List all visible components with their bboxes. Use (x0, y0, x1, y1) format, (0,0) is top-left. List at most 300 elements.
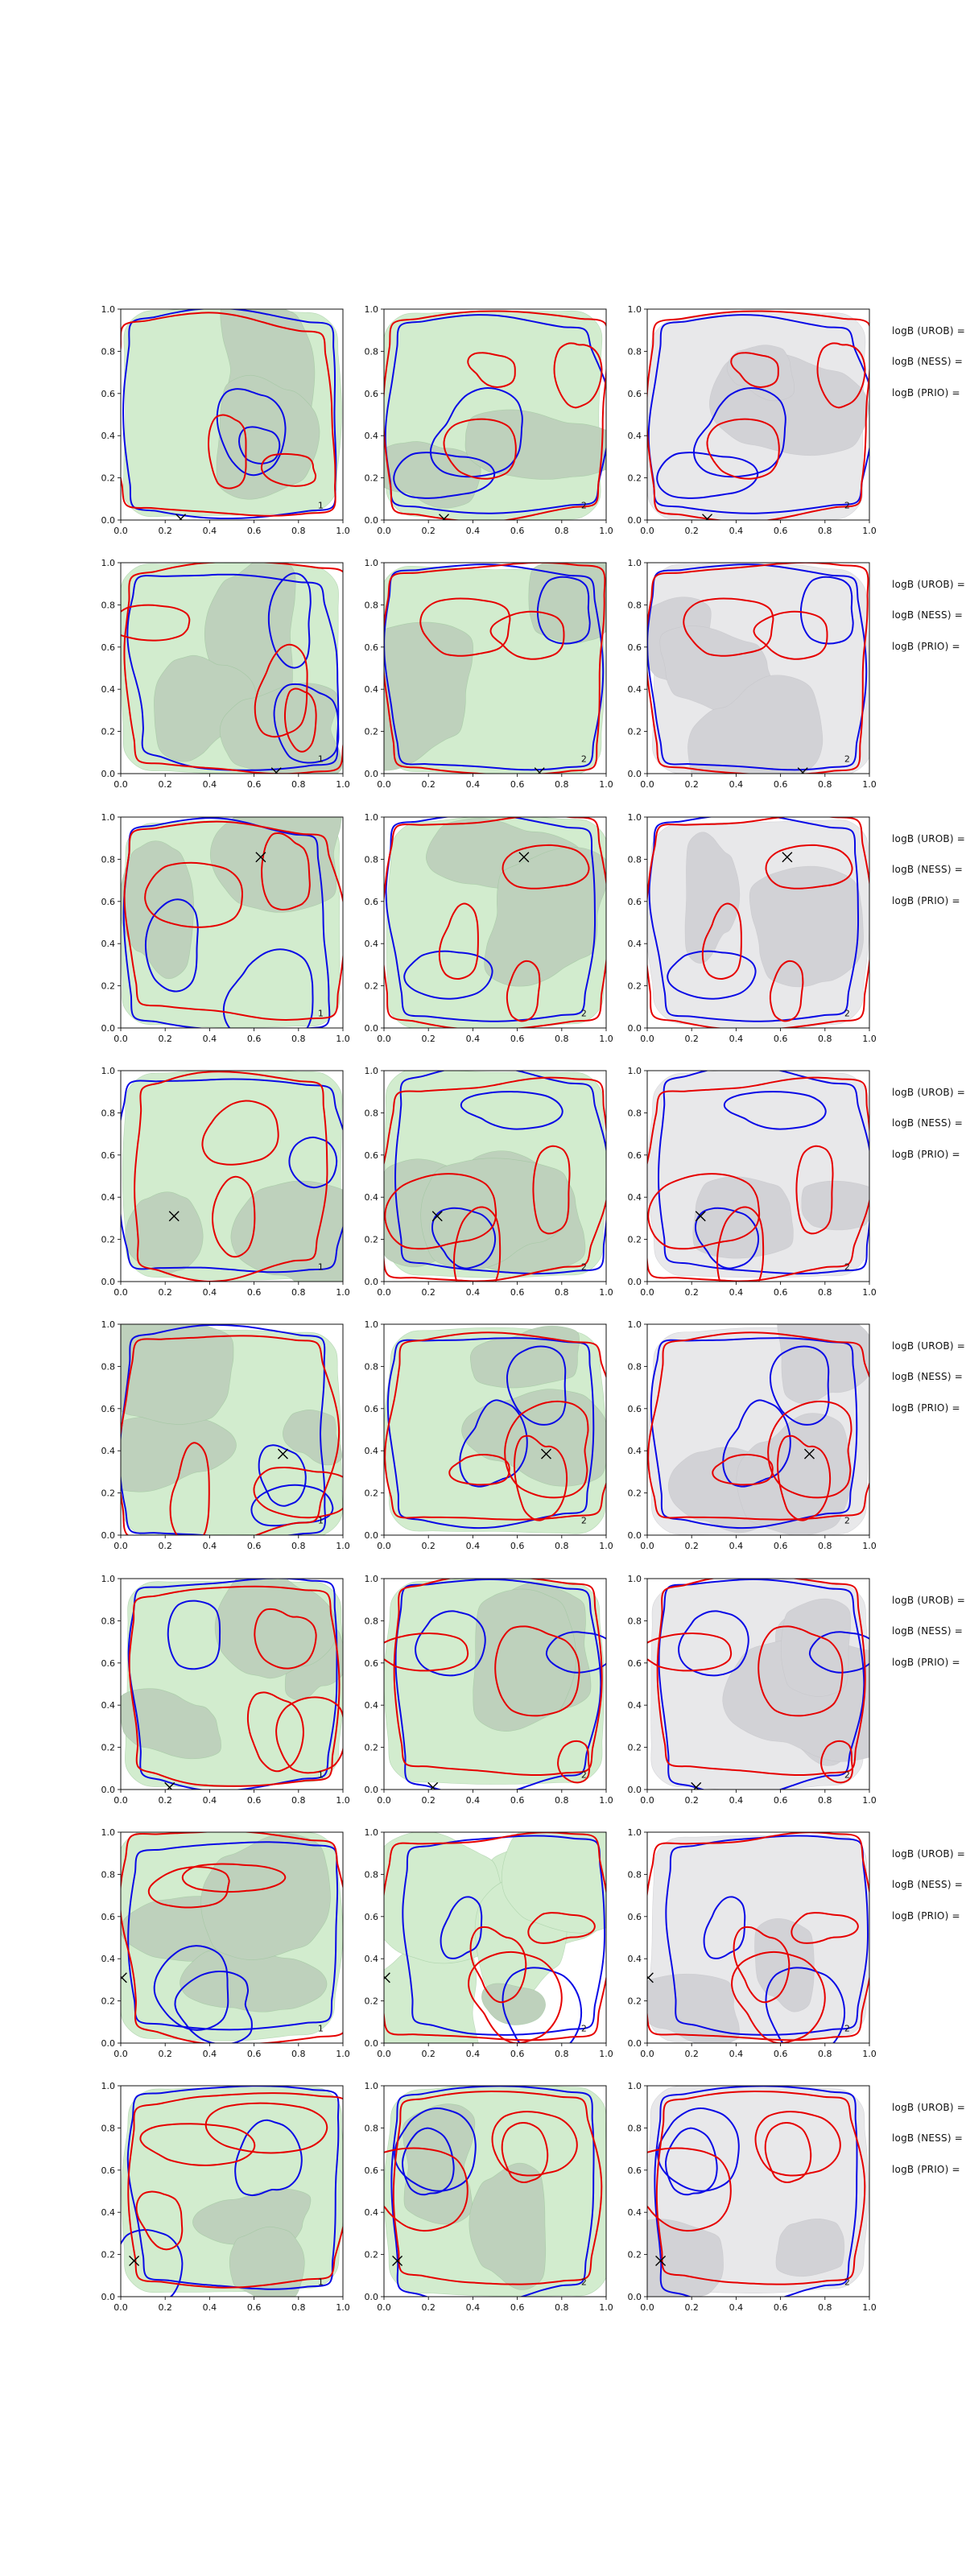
y-tick-label: 0.4 (101, 1446, 115, 1457)
x-tick-label: 0.8 (555, 1795, 569, 1806)
subplot-r8c1 (85, 2079, 356, 2321)
subplot-r1c2 (349, 303, 619, 544)
x-tick-label: 0.2 (158, 2302, 172, 2313)
y-tick-label: 0.8 (364, 1108, 378, 1119)
y-tick-label: 0.6 (101, 1403, 115, 1414)
x-tick-label: 0.4 (465, 1795, 481, 1806)
x-tick-label: 0.6 (246, 779, 262, 790)
x-tick-label: 0.8 (818, 526, 832, 536)
y-tick-label: 0.8 (101, 2123, 115, 2134)
y-tick-label: 0.6 (101, 2165, 115, 2176)
panel-number-label: 2 (844, 1769, 850, 1781)
x-tick-label: 0.2 (684, 526, 699, 536)
y-tick-label: 1.0 (364, 1574, 378, 1584)
panel-number-label: 1 (317, 1261, 324, 1273)
y-tick-label: 0.6 (627, 1911, 642, 1922)
subplot-svg (349, 556, 619, 795)
x-tick-label: 0.8 (818, 779, 832, 790)
y-tick-label: 0.4 (364, 1446, 378, 1457)
x-tick-label: 1.0 (599, 1795, 613, 1806)
x-tick-label: 0.4 (729, 779, 744, 790)
subplot-r6c3 (612, 1572, 882, 1814)
logb-ness-annotation: logB (NESS) = (892, 1117, 963, 1129)
x-tick-label: 1.0 (862, 2302, 877, 2313)
y-tick-label: 0.6 (101, 1911, 115, 1922)
x-tick-label: 0.6 (773, 1034, 788, 1044)
logb-urob-annotation: logB (UROB) = (892, 579, 965, 590)
kde-fill-inner (776, 2219, 844, 2277)
x-tick-label: 0.4 (465, 2302, 481, 2313)
subplot-r8c3 (612, 2079, 882, 2321)
y-tick-label: 0.8 (364, 854, 378, 865)
x-tick-label: 0.2 (421, 779, 436, 790)
y-tick-label: 0.8 (364, 346, 378, 357)
subplot-svg (349, 1318, 619, 1556)
y-tick-label: 0.6 (627, 1403, 642, 1414)
x-tick-label: 0.2 (684, 1034, 699, 1044)
subplot-svg (349, 1064, 619, 1302)
logb-ness-annotation: logB (NESS) = (892, 609, 963, 621)
subplot-r4c3 (612, 1064, 882, 1306)
y-tick-label: 1.0 (627, 558, 642, 568)
x-tick-label: 0.4 (465, 1034, 481, 1044)
y-tick-label: 0.0 (364, 2292, 378, 2302)
x-tick-label: 0.6 (510, 1287, 525, 1298)
y-tick-label: 0.2 (101, 2249, 115, 2260)
subplot-svg (85, 1064, 356, 1302)
x-tick-label: 0.8 (818, 1034, 832, 1044)
x-tick-label: 0.0 (377, 2302, 391, 2313)
y-tick-label: 0.0 (101, 1785, 115, 1795)
subplot-r5c3 (612, 1318, 882, 1559)
panel-number-label: 2 (844, 1515, 850, 1526)
kde-fill-inner (402, 2104, 475, 2225)
y-tick-label: 0.4 (627, 1446, 642, 1457)
y-tick-label: 0.6 (101, 896, 115, 907)
subplot-svg (85, 811, 356, 1049)
x-tick-label: 0.6 (773, 2049, 788, 2059)
x-tick-label: 1.0 (336, 1795, 350, 1806)
y-tick-label: 0.8 (101, 854, 115, 865)
x-tick-label: 0.0 (377, 1795, 391, 1806)
logb-prio-annotation: logB (PRIO) = (892, 1657, 960, 1668)
y-tick-label: 0.6 (627, 388, 642, 399)
x-tick-label: 1.0 (336, 2049, 350, 2059)
y-tick-label: 1.0 (101, 2081, 115, 2091)
y-tick-label: 0.6 (627, 896, 642, 907)
y-tick-label: 0.6 (627, 642, 642, 653)
x-tick-label: 1.0 (862, 1034, 877, 1044)
y-tick-label: 0.0 (364, 2038, 378, 2049)
subplot-svg (85, 2079, 356, 2318)
x-tick-label: 0.6 (510, 526, 525, 536)
y-tick-label: 0.6 (364, 2165, 378, 2176)
y-tick-label: 0.2 (364, 1742, 378, 1753)
x-tick-label: 0.6 (510, 1034, 525, 1044)
x-tick-label: 1.0 (336, 2302, 350, 2313)
y-tick-label: 0.8 (101, 1869, 115, 1880)
x-tick-label: 1.0 (862, 1541, 877, 1551)
y-tick-label: 0.4 (627, 431, 642, 442)
x-tick-label: 1.0 (336, 526, 350, 536)
panel-number-label: 2 (580, 1515, 587, 1526)
x-tick-label: 1.0 (862, 2049, 877, 2059)
y-tick-label: 0.0 (364, 1785, 378, 1795)
y-tick-label: 1.0 (364, 304, 378, 315)
y-tick-label: 0.0 (627, 515, 642, 526)
panel-number-label: 1 (317, 2277, 324, 2288)
x-tick-label: 0.4 (465, 2049, 481, 2059)
x-tick-label: 0.4 (465, 526, 481, 536)
y-tick-label: 0.6 (364, 1911, 378, 1922)
subplot-r5c2 (349, 1318, 619, 1559)
panel-number-label: 2 (580, 500, 587, 511)
x-tick-label: 0.0 (377, 1034, 391, 1044)
x-tick-label: 0.8 (818, 2049, 832, 2059)
x-tick-label: 0.0 (640, 1795, 654, 1806)
x-tick-label: 0.6 (773, 526, 788, 536)
x-tick-label: 0.2 (158, 526, 172, 536)
y-tick-label: 0.2 (101, 980, 115, 992)
x-tick-label: 1.0 (599, 779, 613, 790)
x-tick-label: 0.4 (202, 1541, 217, 1551)
panel-number-label: 2 (844, 2023, 850, 2034)
x-tick-label: 0.0 (640, 779, 654, 790)
subplot-r1c1 (85, 303, 356, 544)
x-tick-label: 0.4 (465, 779, 481, 790)
x-tick-label: 0.2 (158, 1795, 172, 1806)
y-tick-label: 0.2 (627, 980, 642, 992)
y-tick-label: 1.0 (627, 304, 642, 315)
subplot-svg (85, 1572, 356, 1810)
y-tick-label: 0.4 (364, 684, 378, 696)
y-tick-label: 0.4 (101, 1954, 115, 1965)
subplot-r6c2 (349, 1572, 619, 1814)
subplot-r2c2 (349, 556, 619, 798)
subplot-svg (349, 811, 619, 1049)
y-tick-label: 0.4 (101, 1192, 115, 1203)
y-tick-label: 0.2 (627, 1488, 642, 1499)
y-tick-label: 1.0 (101, 1066, 115, 1076)
panel-number-label: 2 (580, 753, 587, 765)
kde-fill-inner (481, 1984, 545, 2025)
x-tick-label: 0.4 (465, 1287, 481, 1298)
y-tick-label: 0.8 (627, 1869, 642, 1880)
x-tick-label: 0.4 (202, 2302, 217, 2313)
x-tick-label: 0.4 (202, 1287, 217, 1298)
y-tick-label: 0.8 (627, 854, 642, 865)
x-tick-label: 0.0 (114, 779, 128, 790)
y-tick-label: 0.0 (364, 1530, 378, 1541)
y-tick-label: 0.6 (627, 1150, 642, 1161)
x-tick-label: 0.4 (729, 2302, 744, 2313)
x-tick-label: 0.0 (640, 1287, 654, 1298)
subplot-r1c3 (612, 303, 882, 544)
x-tick-label: 0.0 (114, 2302, 128, 2313)
x-tick-label: 0.6 (773, 2302, 788, 2313)
y-tick-label: 0.6 (364, 896, 378, 907)
y-tick-label: 0.2 (101, 1234, 115, 1245)
x-tick-label: 0.2 (684, 1541, 699, 1551)
subplot-svg (612, 1318, 882, 1556)
y-tick-label: 0.0 (627, 1023, 642, 1034)
y-tick-label: 0.4 (627, 2207, 642, 2219)
x-tick-label: 0.4 (465, 1541, 481, 1551)
y-tick-label: 0.6 (627, 2165, 642, 2176)
x-tick-label: 0.8 (291, 1034, 306, 1044)
y-tick-label: 1.0 (627, 1574, 642, 1584)
subplot-r5c1 (85, 1318, 356, 1559)
x-tick-label: 0.8 (818, 2302, 832, 2313)
x-tick-label: 0.2 (158, 779, 172, 790)
panel-number-label: 1 (317, 1769, 324, 1781)
y-tick-label: 0.2 (627, 2249, 642, 2260)
x-tick-label: 0.0 (640, 2049, 654, 2059)
y-tick-label: 0.8 (627, 1108, 642, 1119)
x-tick-label: 0.4 (729, 1287, 744, 1298)
x-tick-label: 0.6 (773, 779, 788, 790)
x-tick-label: 0.4 (202, 526, 217, 536)
y-tick-label: 0.0 (101, 515, 115, 526)
y-tick-label: 0.6 (627, 1657, 642, 1669)
y-tick-label: 0.0 (101, 2292, 115, 2302)
logb-urob-annotation: logB (UROB) = (892, 325, 965, 336)
y-tick-label: 0.0 (364, 1277, 378, 1287)
x-tick-label: 0.2 (421, 2302, 436, 2313)
y-tick-label: 0.4 (364, 939, 378, 950)
x-tick-label: 0.2 (158, 2049, 172, 2059)
y-tick-label: 0.0 (627, 1530, 642, 1541)
subplot-r3c3 (612, 811, 882, 1052)
kde-fill-inner (229, 2227, 304, 2303)
x-tick-label: 0.8 (555, 1287, 569, 1298)
x-tick-label: 0.6 (246, 1795, 262, 1806)
x-tick-label: 0.4 (729, 2049, 744, 2059)
panel-number-label: 1 (317, 1515, 324, 1526)
logb-prio-annotation: logB (PRIO) = (892, 387, 960, 398)
y-tick-label: 0.2 (364, 1488, 378, 1499)
x-tick-label: 0.8 (555, 526, 569, 536)
panel-number-label: 2 (580, 1261, 587, 1273)
subplot-svg (85, 1318, 356, 1556)
panel-number-label: 1 (317, 1008, 324, 1019)
y-tick-label: 0.0 (101, 1023, 115, 1034)
y-tick-label: 0.8 (364, 2123, 378, 2134)
x-tick-label: 0.6 (246, 2049, 262, 2059)
x-tick-label: 0.6 (246, 1287, 262, 1298)
y-tick-label: 1.0 (101, 1574, 115, 1584)
x-tick-label: 0.8 (291, 526, 306, 536)
y-tick-label: 0.8 (101, 1108, 115, 1119)
logb-urob-annotation: logB (UROB) = (892, 1087, 965, 1098)
subplot-svg (612, 811, 882, 1049)
y-tick-label: 0.6 (364, 1657, 378, 1669)
y-tick-label: 0.6 (101, 1657, 115, 1669)
y-tick-label: 0.8 (364, 1869, 378, 1880)
subplot-svg (349, 1826, 619, 2064)
y-tick-label: 0.2 (364, 980, 378, 992)
y-tick-label: 0.2 (364, 1234, 378, 1245)
x-tick-label: 0.0 (114, 1287, 128, 1298)
y-tick-label: 0.0 (627, 1785, 642, 1795)
y-tick-label: 0.8 (627, 600, 642, 611)
logb-prio-annotation: logB (PRIO) = (892, 641, 960, 652)
y-tick-label: 0.4 (101, 1700, 115, 1711)
y-tick-label: 0.6 (364, 388, 378, 399)
y-tick-label: 0.0 (101, 769, 115, 779)
x-tick-label: 0.8 (555, 2302, 569, 2313)
y-tick-label: 0.2 (627, 1234, 642, 1245)
subplot-svg (612, 556, 882, 795)
y-tick-label: 1.0 (364, 2081, 378, 2091)
logb-ness-annotation: logB (NESS) = (892, 1625, 963, 1637)
x-tick-label: 0.4 (729, 1795, 744, 1806)
panel-number-label: 2 (844, 1008, 850, 1019)
subplot-r8c2 (349, 2079, 619, 2321)
x-tick-label: 0.2 (421, 1541, 436, 1551)
y-tick-label: 0.8 (364, 1361, 378, 1373)
x-tick-label: 0.8 (291, 1541, 306, 1551)
panel-number-label: 2 (580, 2023, 587, 2034)
y-tick-label: 1.0 (364, 1827, 378, 1838)
y-tick-label: 0.4 (364, 1192, 378, 1203)
x-tick-label: 0.0 (640, 1541, 654, 1551)
subplot-r3c2 (349, 811, 619, 1052)
y-tick-label: 0.8 (364, 600, 378, 611)
y-tick-label: 0.8 (627, 1616, 642, 1627)
logb-urob-annotation: logB (UROB) = (892, 2102, 965, 2113)
x-tick-label: 0.8 (291, 1795, 306, 1806)
x-tick-label: 0.0 (114, 2049, 128, 2059)
x-tick-label: 0.2 (421, 2049, 436, 2059)
y-tick-label: 0.0 (364, 515, 378, 526)
x-tick-label: 0.6 (510, 1795, 525, 1806)
y-tick-label: 0.2 (101, 1488, 115, 1499)
y-tick-label: 0.2 (364, 726, 378, 737)
x-tick-label: 0.8 (555, 1541, 569, 1551)
kde-fill-inner (231, 1181, 356, 1302)
y-tick-label: 0.2 (364, 473, 378, 484)
logb-prio-annotation: logB (PRIO) = (892, 2164, 960, 2175)
x-tick-label: 0.0 (377, 2049, 391, 2059)
y-tick-label: 0.4 (101, 684, 115, 696)
x-tick-label: 1.0 (862, 1287, 877, 1298)
y-tick-label: 0.2 (364, 2249, 378, 2260)
x-tick-label: 0.2 (684, 779, 699, 790)
y-tick-label: 0.6 (101, 1150, 115, 1161)
y-tick-label: 0.4 (101, 2207, 115, 2219)
y-tick-label: 0.0 (364, 1023, 378, 1034)
y-tick-label: 1.0 (627, 812, 642, 823)
y-tick-label: 1.0 (627, 1827, 642, 1838)
panel-number-label: 2 (844, 500, 850, 511)
x-tick-label: 0.0 (640, 2302, 654, 2313)
logb-urob-annotation: logB (UROB) = (892, 1848, 965, 1860)
panel-number-label: 2 (580, 2277, 587, 2288)
logb-ness-annotation: logB (NESS) = (892, 1371, 963, 1382)
y-tick-label: 0.2 (627, 473, 642, 484)
x-tick-label: 0.2 (684, 1287, 699, 1298)
subplot-svg (612, 1064, 882, 1302)
subplot-svg (349, 303, 619, 541)
kde-fill-inner (749, 866, 864, 987)
logb-ness-annotation: logB (NESS) = (892, 356, 963, 367)
y-tick-label: 1.0 (364, 558, 378, 568)
x-tick-label: 1.0 (862, 1795, 877, 1806)
y-tick-label: 0.6 (101, 388, 115, 399)
y-tick-label: 1.0 (101, 1827, 115, 1838)
x-tick-label: 0.6 (773, 1287, 788, 1298)
panel-number-label: 1 (317, 2023, 324, 2034)
panel-number-label: 1 (317, 500, 324, 511)
y-tick-label: 0.0 (627, 1277, 642, 1287)
x-tick-label: 0.6 (246, 526, 262, 536)
x-tick-label: 0.2 (158, 1541, 172, 1551)
panel-number-label: 2 (844, 753, 850, 765)
y-tick-label: 0.0 (627, 2292, 642, 2302)
x-tick-label: 1.0 (599, 2049, 613, 2059)
y-tick-label: 0.0 (364, 769, 378, 779)
x-tick-label: 0.6 (510, 2302, 525, 2313)
y-tick-label: 0.8 (101, 1361, 115, 1373)
x-tick-label: 0.0 (377, 1287, 391, 1298)
x-tick-label: 0.2 (684, 1795, 699, 1806)
subplot-svg (612, 1826, 882, 2064)
y-tick-label: 0.4 (101, 431, 115, 442)
subplot-r3c1 (85, 811, 356, 1052)
y-tick-label: 0.4 (364, 1954, 378, 1965)
y-tick-label: 0.0 (627, 769, 642, 779)
x-tick-label: 0.2 (684, 2049, 699, 2059)
y-tick-label: 1.0 (364, 1319, 378, 1330)
x-tick-label: 0.0 (114, 526, 128, 536)
logb-prio-annotation: logB (PRIO) = (892, 1910, 960, 1922)
y-tick-label: 0.8 (627, 1361, 642, 1373)
x-tick-label: 1.0 (599, 526, 613, 536)
y-tick-label: 1.0 (101, 1319, 115, 1330)
logb-prio-annotation: logB (PRIO) = (892, 1149, 960, 1160)
x-tick-label: 0.6 (773, 1541, 788, 1551)
x-tick-label: 0.6 (510, 1541, 525, 1551)
x-tick-label: 0.8 (291, 2302, 306, 2313)
x-tick-label: 0.2 (158, 1287, 172, 1298)
y-tick-label: 0.0 (627, 2038, 642, 2049)
x-tick-label: 0.8 (555, 1034, 569, 1044)
subplot-svg (612, 303, 882, 541)
subplot-svg (349, 1572, 619, 1810)
x-tick-label: 0.8 (291, 1287, 306, 1298)
logb-prio-annotation: logB (PRIO) = (892, 1402, 960, 1414)
x-tick-label: 0.4 (202, 779, 217, 790)
x-tick-label: 0.2 (421, 1034, 436, 1044)
x-tick-label: 1.0 (336, 1034, 350, 1044)
y-tick-label: 0.4 (627, 1192, 642, 1203)
subplot-r2c1 (85, 556, 356, 798)
y-tick-label: 1.0 (101, 304, 115, 315)
y-tick-label: 0.4 (627, 1700, 642, 1711)
y-tick-label: 0.6 (101, 642, 115, 653)
x-tick-label: 0.0 (114, 1034, 128, 1044)
x-tick-label: 0.0 (640, 526, 654, 536)
x-tick-label: 0.6 (510, 2049, 525, 2059)
logb-urob-annotation: logB (UROB) = (892, 833, 965, 844)
y-tick-label: 0.2 (627, 1996, 642, 2007)
y-tick-label: 0.0 (101, 2038, 115, 2049)
y-tick-label: 0.2 (627, 726, 642, 737)
x-tick-label: 0.8 (291, 2049, 306, 2059)
y-tick-label: 0.4 (364, 1700, 378, 1711)
x-tick-label: 1.0 (599, 2302, 613, 2313)
